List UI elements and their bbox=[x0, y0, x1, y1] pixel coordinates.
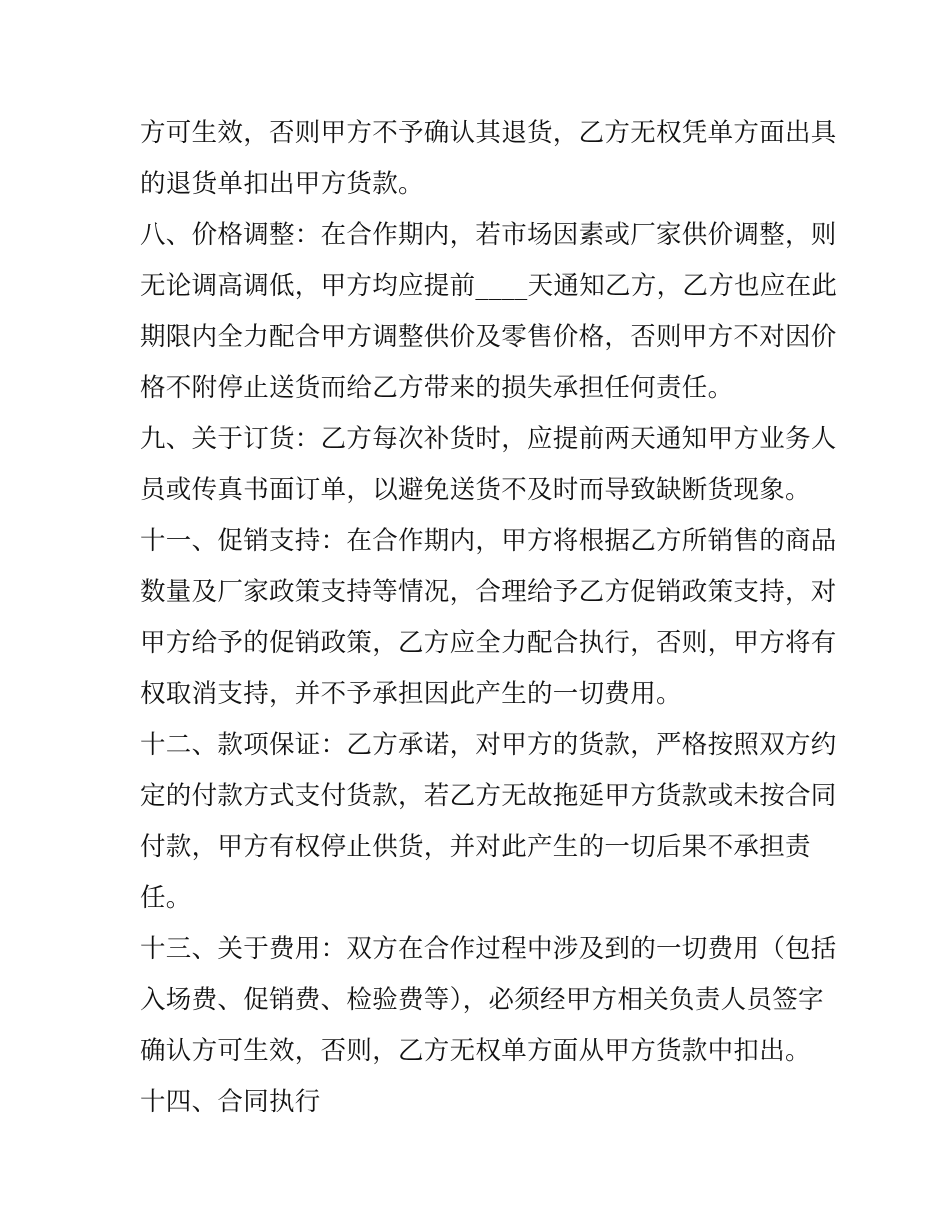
document-body bbox=[140, 108, 838, 1128]
text-line: 九、关于订货：乙方每次补货时，应提前两天通知甲方业务人 bbox=[140, 424, 837, 454]
text-line: 十二、款项保证：乙方承诺，对甲方的货款，严格按照双方约 bbox=[140, 730, 837, 760]
text-line: 甲方给予的促销政策，乙方应全力配合执行，否则，甲方将有 bbox=[140, 628, 837, 658]
text-line: 十三、关于费用：双方在合作过程中涉及到的一切费用（包括 bbox=[140, 934, 837, 964]
text-line: 数量及厂家政策支持等情况，合理给予乙方促销政策支持，对 bbox=[140, 577, 837, 607]
text-line: 付款，甲方有权停止供货，并对此产生的一切后果不承担责 bbox=[140, 832, 811, 862]
text-line: 定的付款方式支付货款，若乙方无故拖延甲方货款或未按合同 bbox=[140, 781, 837, 811]
text-line: 格不附停止送货而给乙方带来的损失承担任何责任。 bbox=[140, 373, 734, 403]
text-line: 确认方可生效，否则，乙方无权单方面从甲方货款中扣出。 bbox=[140, 1036, 811, 1066]
text-line: 十四、合同执行 bbox=[140, 1087, 321, 1117]
text-line: 入场费、促销费、检验费等），必须经甲方相关负责人员签字 bbox=[140, 985, 824, 1015]
text-line: 八、价格调整：在合作期内，若市场因素或厂家供价调整，则 bbox=[140, 220, 837, 250]
text-line: 权取消支持，并不予承担因此产生的一切费用。 bbox=[140, 679, 682, 709]
text-line: 十一、促销支持：在合作期内，甲方将根据乙方所销售的商品 bbox=[140, 526, 837, 556]
text-line: 的退货单扣出甲方货款。 bbox=[140, 169, 424, 199]
text-line: 无论调高调低，甲方均应提前____天通知乙方，乙方也应在此 bbox=[140, 271, 838, 301]
text-line: 期限内全力配合甲方调整供价及零售价格，否则甲方不对因价 bbox=[140, 322, 837, 352]
text-line: 方可生效，否则甲方不予确认其退货，乙方无权凭单方面出具 bbox=[140, 118, 837, 148]
text-line: 任。 bbox=[140, 883, 192, 913]
text-line: 员或传真书面订单，以避免送货不及时而导致缺断货现象。 bbox=[140, 475, 811, 505]
